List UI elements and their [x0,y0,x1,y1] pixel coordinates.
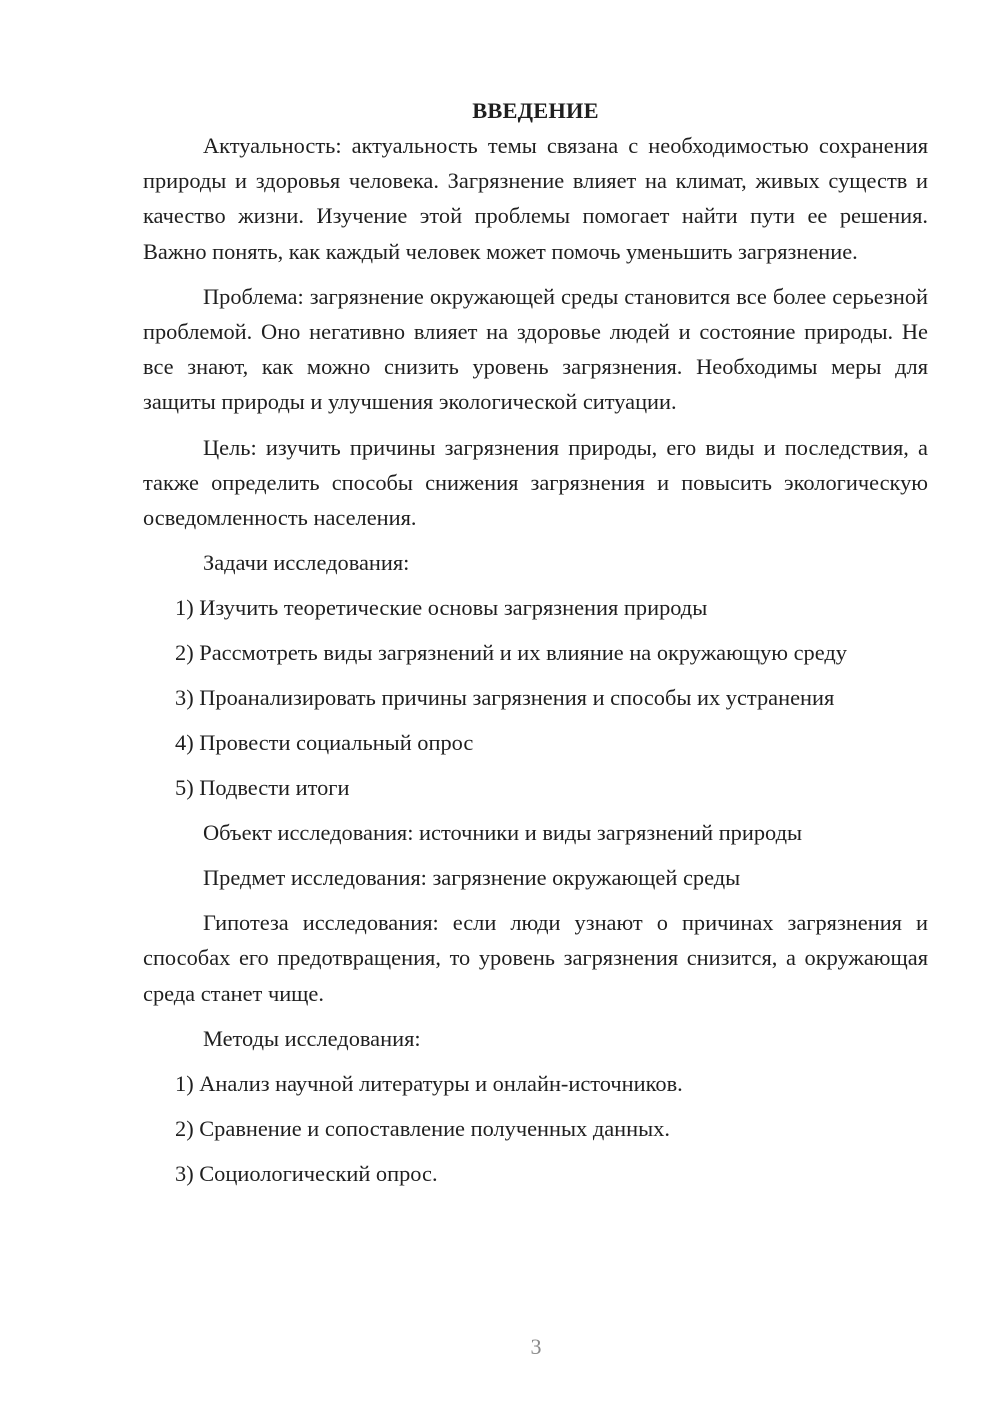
method-item: 2) Сравнение и сопоставление полученных данных. [175,1115,670,1141]
hypothesis-paragraph: Гипотеза исследования: если люди узнают о причинах загрязнения и способах его предотвращения, то уровень загрязнения снизится, а окружающая среда станет чище. [143,910,928,1006]
section-title: ВВЕДЕНИЕ [472,98,599,123]
problem-paragraph: Проблема: загрязнение окружающей среды становится все более серьезной проблемой. Оно негативно влияет на здоровье людей и состояние природы. Не все знают, как можно снизить уровень загрязнения. Необходимы меры для защиты природы и улучшения экологической ситуации. [143,283,928,415]
methods-heading: Методы исследования: [203,1025,421,1051]
tasks-heading: Задачи исследования: [203,550,410,576]
task-item: 1) Изучить теоретические основы загрязнения природы [175,595,708,621]
page-content [143,93,928,1191]
method-item: 3) Социологический опрос. [175,1160,438,1186]
tasks-list [143,590,928,805]
task-item: 2) Рассмотреть виды загрязнений и их влияние на окружающую среду [175,640,847,666]
research-subject: Предмет исследования: загрязнение окружающей среды [203,865,741,891]
task-item: 4) Провести социальный опрос [175,730,474,756]
task-item: 3) Проанализировать причины загрязнения и способы их устранения [175,685,835,711]
page-number: 3 [530,1334,542,1359]
method-item: 1) Анализ научной литературы и онлайн-источников. [175,1070,683,1096]
goal-paragraph: Цель: изучить причины загрязнения природы, его виды и последствия, а также определить способы снижения загрязнения и повысить экологическую осведомленность населения. [143,434,928,531]
methods-list [143,1066,928,1191]
research-object: Объект исследования: источники и виды загрязнений природы [203,820,803,846]
task-item: 5) Подвести итоги [175,775,350,801]
relevance-paragraph: Актуальность: актуальность темы связана с необходимостью сохранения природы и здоровья человека. Загрязнение влияет на климат, живых существ и качество жизни. Изучение этой проблемы помогает найти пути ее решения. Важно понять, как каждый человек может помочь уменьшить загрязнение. [143,133,928,264]
